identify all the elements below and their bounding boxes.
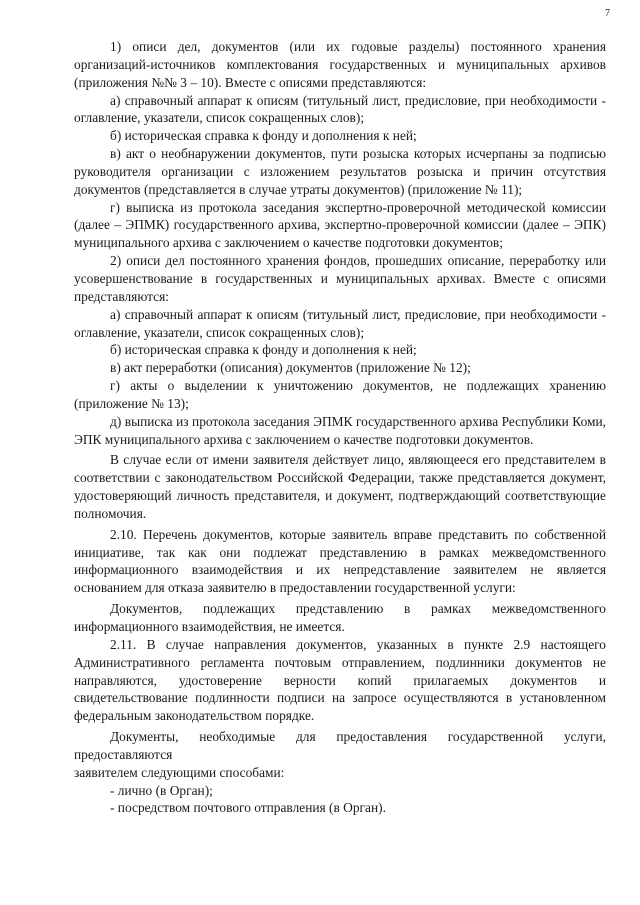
paragraph-2: 2) описи дел постоянного хранения фондов, прошедших описание, переработку или усовершенствование в государственных и муниципальных архивах. Вместе с описями представляются:: [74, 253, 606, 304]
list-item-by-post: - посредством почтового отправления (в Орган).: [110, 800, 386, 816]
paragraph-1g: г) выписка из протокола заседания экспертно-проверочной методической комиссии (далее – ЭПМК) государственного архива, экспертно-проверочной комиссии (далее – ЭПК) муниципального архива с заключением о качестве подготовки документов;: [74, 199, 606, 251]
paragraph-2-10: 2.10. Перечень документов, которые заявитель вправе представить по собственной инициативе, так как они подлежат представлению в рамках межведомственного информационного взаимодействия и их непредставление заявителем не является основанием для отказа заявителю в предоставлении государственной услуги:: [74, 526, 606, 596]
paragraph-no-documents: Документов, подлежащих представлению в рамках межведомственного информационного взаимодействия, не имеется.: [74, 601, 606, 634]
paragraph-2b: б) историческая справка к фонду и дополнения к ней;: [110, 342, 417, 358]
paragraph-1: 1) описи дел, документов (или их годовые разделы) постоянного хранения организаций-источников комплектования государственных и муниципальных архивов (приложения №№ 3 – 10). Вместе с описями представляются:: [74, 39, 606, 90]
paragraph-2v: в) акт переработки (описания) документов (приложение № 12);: [110, 360, 471, 376]
document-body: [74, 38, 606, 817]
list-item-in-person: - лично (в Орган);: [110, 782, 213, 798]
paragraph-2a: а) справочный аппарат к описям (титульный лист, предисловие, при необходимости - оглавление, указатели, список сокращенных слов);: [74, 306, 606, 340]
paragraph-2d: д) выписка из протокола заседания ЭПМК государственного архива Республики Коми, ЭПК муниципального архива с заключением о качестве подготовки документов.: [74, 413, 606, 447]
paragraph-methods-continued: заявителем следующими способами:: [74, 764, 285, 780]
paragraph-2g: г) акты о выделении к уничтожению документов, не подлежащих хранению (приложение № 13);: [74, 378, 606, 411]
page-number: 7: [605, 8, 610, 19]
paragraph-1v: в) акт о необнаружении документов, пути розыска которых исчерпаны за подписью руководителя организации с изложением результатов розыска и причин отсутствия документов (представляется в случае утраты документов) (приложение № 11);: [74, 146, 606, 197]
paragraph-methods: Документы, необходимые для предоставления государственной услуги, предоставляются: [74, 729, 606, 762]
paragraph-representative: В случае если от имени заявителя действует лицо, являющееся его представителем в соответствии с законодательством Российской Федерации, также представляется документ, удостоверяющий личность представителя, и документ, подтверждающий соответствующие полномочия.: [74, 452, 606, 521]
paragraph-1b: б) историческая справка к фонду и дополнения к ней;: [110, 128, 417, 144]
paragraph-2-11: 2.11. В случае направления документов, указанных в пункте 2.9 настоящего Административного регламента почтовым отправлением, подлинники документов не направляются, удостоверение верности копий прилагаемых документов и свидетельствование подлинности подписи на запросе осуществляются в установленном федеральным законодательством порядке.: [74, 636, 606, 724]
paragraph-1a: а) справочный аппарат к описям (титульный лист, предисловие, при необходимости - оглавление, указатели, список сокращенных слов);: [74, 92, 606, 126]
